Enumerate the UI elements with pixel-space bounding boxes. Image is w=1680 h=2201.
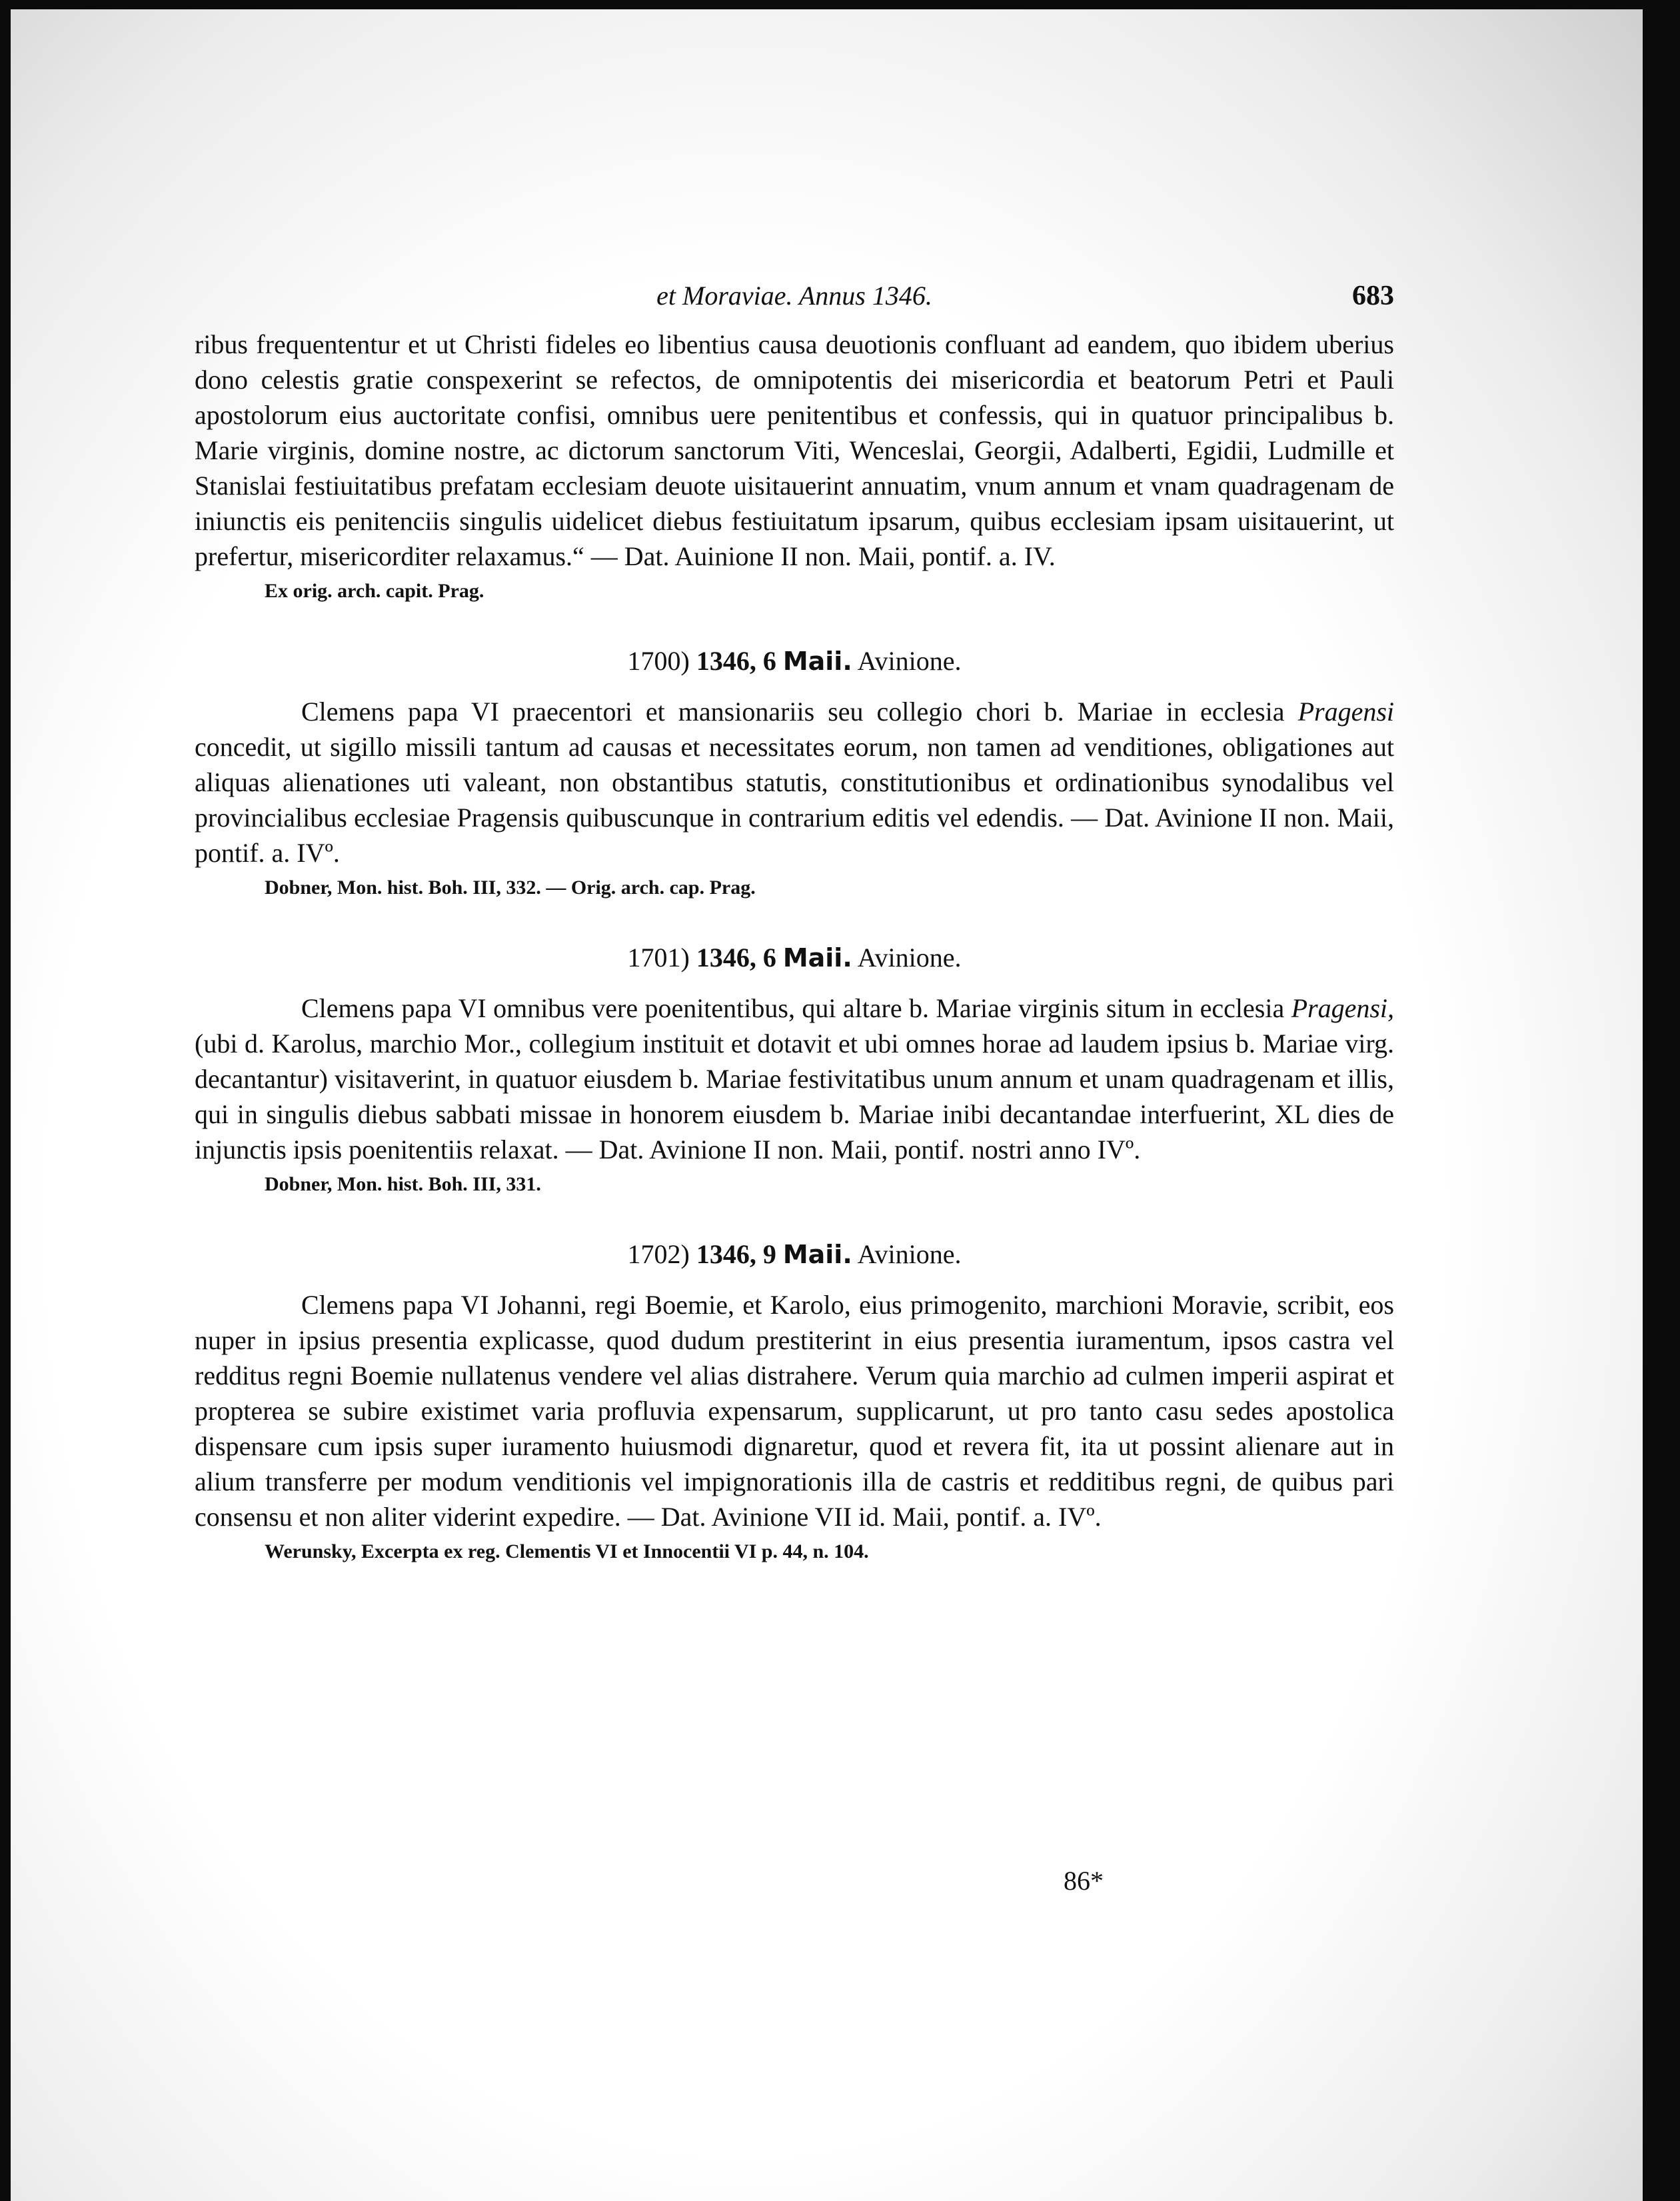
signature-mark: 86* [1064, 1866, 1104, 1896]
entry-source: Dobner, Mon. hist. Boh. III, 332. — Orig. arch. cap. Prag. [265, 877, 756, 899]
entry-number: 1701) [627, 943, 690, 973]
page-number: 683 [1352, 281, 1394, 311]
entry-text-part: Clemens papa VI praecentori et mansionariis seu collegio chori b. Mariae in ecclesia [301, 697, 1285, 727]
entry-place: Avinione. [857, 646, 962, 676]
entry-text-part: Clemens papa VI omnibus vere poenitentibus, qui altare b. Mariae virginis situm in ecclesia [301, 993, 1285, 1023]
running-head-title: et Moraviae. Annus 1346. [656, 281, 932, 311]
entry-place: Avinione. [857, 1239, 962, 1269]
entry-italic: Pragensi, [1291, 993, 1395, 1023]
document-page [195, 280, 1394, 1565]
intro-source: Ex orig. arch. capit. Prag. [265, 580, 484, 602]
entry-place: Avinione. [857, 943, 962, 973]
entry-text [195, 1287, 1394, 1534]
entry-month: Maii. [782, 1240, 852, 1269]
entry-1700 [195, 645, 1394, 901]
running-head [195, 280, 1394, 327]
entry-source: Dobner, Mon. hist. Boh. III, 331. [265, 1173, 541, 1195]
entry-number: 1702) [627, 1239, 690, 1269]
entry-date: 1346, 9 [696, 1239, 776, 1269]
entry-1701 [195, 941, 1394, 1198]
entry-date: 1346, 6 [696, 646, 776, 676]
entry-text-part: (ubi d. Karolus, marchio Mor., collegium instituit et dotavit et ubi omnes horae ad laudem ipsius b. Mariae virg. decantantur) visitaverint, in quatuor eiusdem b. Mariae festivitatibus unum annum et unam quadragenam et illis, qui in singulis diebus sabbati missae in honorem eiusdem b. Mariae inibi decantandae interfuerint, XL dies de injunctis ipsis poenitentiis relaxat. — Dat. Avinione II non. Maii, pontif. nostri anno IVº. [195, 1029, 1394, 1164]
entry-heading [195, 941, 1394, 975]
entry-heading [195, 645, 1394, 678]
entry-month: Maii. [782, 943, 852, 973]
entry-number: 1700) [627, 646, 690, 676]
intro-paragraph: ribus frequententur et ut Christi fideles eo libentius causa deuotionis confluant ad eandem, quo ibidem uberius dono celestis gratie conspexerint se refectos, de omnipotentis dei misericordia et beatorum Petri et Pauli apostolorum eius auctoritate confisi, omnibus uere penitentibus et confessis, qui in quatuor principalibus b. Marie virginis, domine nostre, ac dictorum sanctorum Viti, Wenceslai, Georgii, Adalberti, Egidii, Ludmille et Stanislai festiuitatibus prefatam ecclesiam deuote uisitauerint annuatim, vnum annum et vnam quadragenam de iniunctis eis penitenciis singulis uidelicet diebus festiuitatum ipsarum, quibus ecclesiam ipsam uisitauerint, ut prefertur, misericorditer relaxamus.“ — Dat. Auinione II non. Maii, pontif. a. IV. [195, 329, 1394, 571]
entry-italic: Pragensi [1297, 697, 1394, 727]
entry-date: 1346, 6 [696, 943, 776, 973]
entry-text-part: Clemens papa VI Johanni, regi Boemie, et Karolo, eius primogenito, marchioni Moravie, scribit, eos nuper in ipsius presentia explicasse, quod dudum prestiterint in eius presentia iuramentum, ipsos castra vel redditus regni Boemie nullatenus vendere vel alias distrahere. Verum quia marchio ad culmen imperii aspirat et propterea se subire existimet varia profluvia expensarum, supplicarunt, ut pro tanto casu sedes apostolica dispensare cum ipsis super iuramento huiusmodi dignaretur, quod et revera fit, ita ut possint alienare aut in alium transferre per modum venditionis vel impignorationis illa de castris et redditibus regni, de quibus pari consensu et non aliter viderint expedire. — Dat. Avinione VII id. Maii, pontif. a. IVº. [195, 1290, 1394, 1532]
entry-text [195, 694, 1394, 871]
entry-text [195, 991, 1394, 1167]
entry-text-part: concedit, ut sigillo missili tantum ad causas et necessitates eorum, non tamen ad venditiones, obligationes aut aliquas alienationes uti valeant, non obstantibus statutis, constitutionibus et ordinationibus synodalibus vel provincialibus ecclesiae Pragensis quibuscunque in contrarium editis vel edendis. — Dat. Avinione II non. Maii, pontif. a. IVº. [195, 732, 1394, 868]
entry-heading [195, 1238, 1394, 1271]
entry-1702 [195, 1238, 1394, 1565]
entry-month: Maii. [782, 647, 852, 676]
entry-source: Werunsky, Excerpta ex reg. Clementis VI et Innocentii VI p. 44, n. 104. [265, 1540, 869, 1562]
